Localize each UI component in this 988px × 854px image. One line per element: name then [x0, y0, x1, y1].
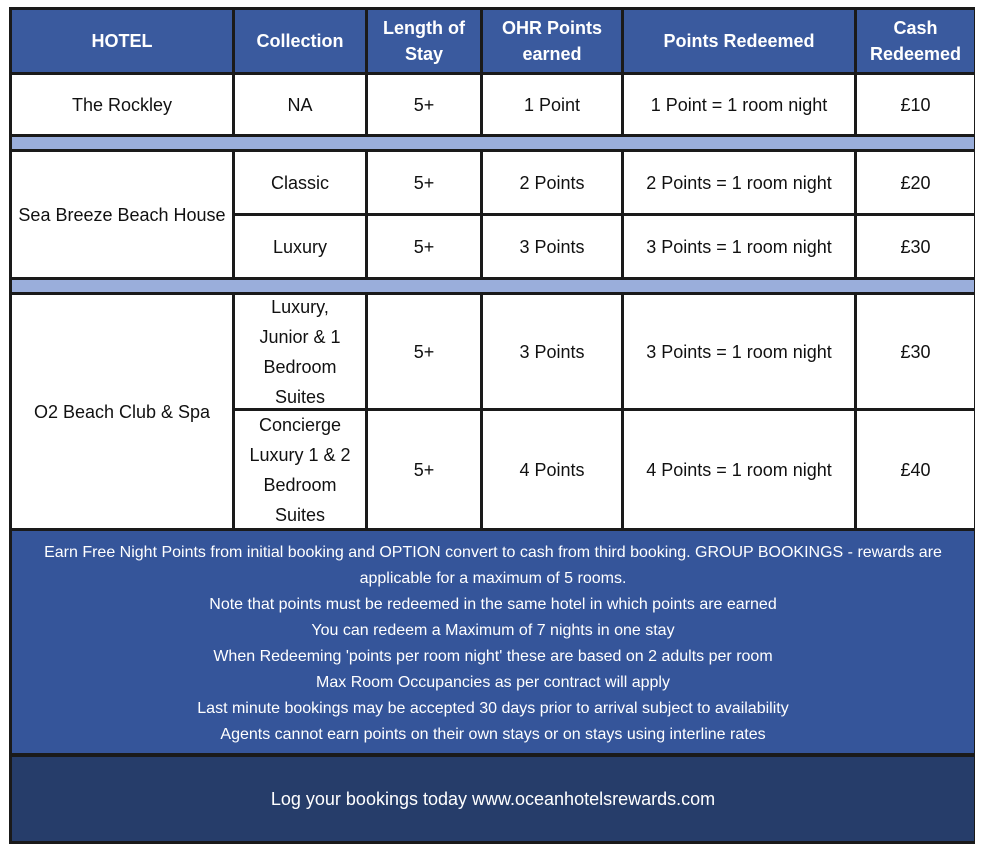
- length-cell: 5+: [368, 152, 480, 213]
- note-line: You can redeem a Maximum of 7 nights in one stay: [311, 622, 675, 639]
- section-divider: [12, 280, 974, 292]
- hotel-name-rockley: The Rockley: [12, 75, 232, 134]
- points-redeemed-cell: 3 Points = 1 room night: [624, 216, 854, 277]
- hotel-name-o2: O2 Beach Club & Spa: [12, 295, 232, 528]
- note-line: Note that points must be redeemed in the same hotel in which points are earned: [209, 596, 777, 613]
- footer-cta-text: Log your bookings today www.oceanhotelsrewards.com: [270, 788, 716, 809]
- points-redeemed-cell: 3 Points = 1 room night: [624, 295, 854, 408]
- header-ohr-points-earned: OHR Points earned: [483, 10, 621, 72]
- collection-cell: Concierge Luxury 1 & 2 Bedroom Suites: [235, 411, 365, 528]
- cash-cell: £20: [857, 152, 974, 213]
- collection-cell: NA: [235, 75, 365, 134]
- points-earned-cell: 4 Points: [483, 411, 621, 528]
- note-line: Earn Free Night Points from initial booking and OPTION convert to cash from third booking. GROUP BOOKINGS - rewards are applicable for a maximum of 5 rooms.: [44, 544, 942, 587]
- length-cell: 5+: [368, 216, 480, 277]
- length-cell: 5+: [368, 295, 480, 408]
- note-line: Last minute bookings may be accepted 30 days prior to arrival subject to availability: [197, 700, 789, 717]
- points-earned-cell: 2 Points: [483, 152, 621, 213]
- cash-cell: £40: [857, 411, 974, 528]
- cash-cell: £10: [857, 75, 974, 134]
- footer-banner: [12, 757, 974, 841]
- length-cell: 5+: [368, 411, 480, 528]
- length-cell: 5+: [368, 75, 480, 134]
- points-earned-cell: 1 Point: [483, 75, 621, 134]
- header-collection: Collection: [235, 10, 365, 72]
- points-earned-cell: 3 Points: [483, 295, 621, 408]
- points-earned-cell: 3 Points: [483, 216, 621, 277]
- points-redeemed-cell: 1 Point = 1 room night: [624, 75, 854, 134]
- cash-cell: £30: [857, 295, 974, 408]
- collection-cell: Classic: [235, 152, 365, 213]
- note-line: When Redeeming 'points per room night' these are based on 2 adults per room: [213, 648, 773, 665]
- note-line: Max Room Occupancies as per contract will apply: [316, 674, 670, 691]
- collection-cell: Luxury, Junior & 1 Bedroom Suites: [235, 295, 365, 408]
- collection-cell: Luxury: [235, 216, 365, 277]
- header-hotel: HOTEL: [12, 10, 232, 72]
- points-redeemed-cell: 4 Points = 1 room night: [624, 411, 854, 528]
- section-divider: [12, 137, 974, 149]
- hotel-name-sea-breeze: Sea Breeze Beach House: [12, 152, 232, 277]
- header-cash-redeemed: Cash Redeemed: [857, 10, 974, 72]
- note-line: Agents cannot earn points on their own stays or on stays using interline rates: [220, 726, 766, 743]
- header-length-of-stay: Length of Stay: [368, 10, 480, 72]
- points-redeemed-cell: 2 Points = 1 room night: [624, 152, 854, 213]
- cash-cell: £30: [857, 216, 974, 277]
- header-points-redeemed: Points Redeemed: [624, 10, 854, 72]
- terms-notes: [12, 531, 974, 753]
